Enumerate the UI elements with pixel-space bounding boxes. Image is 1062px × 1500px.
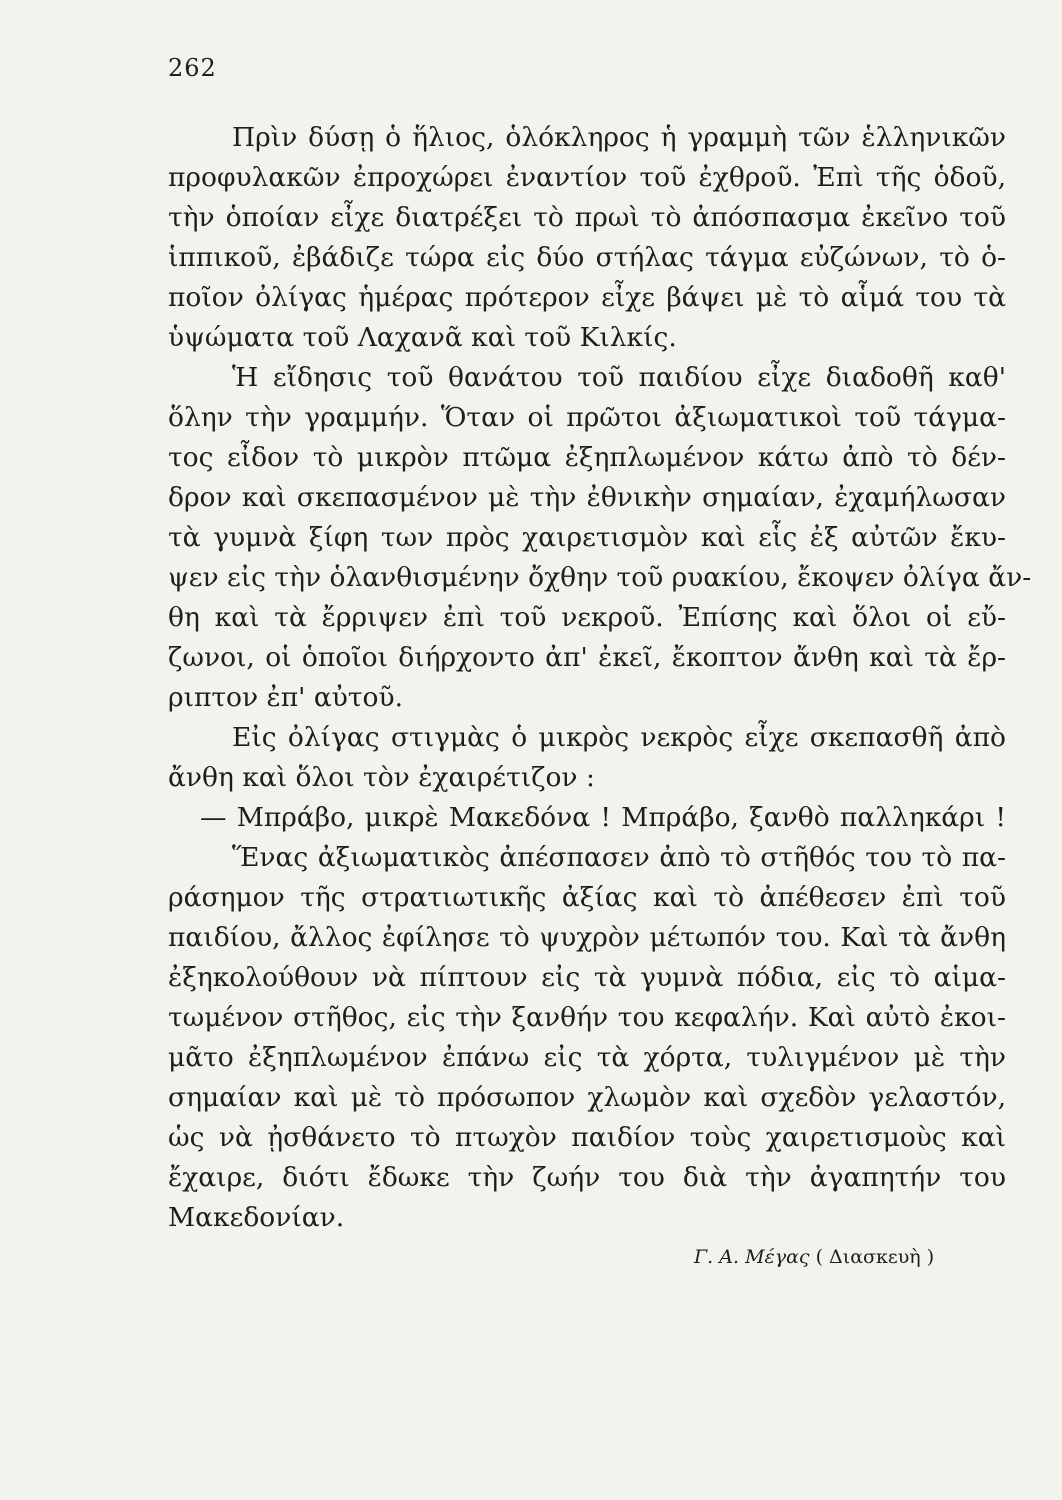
text-line: σημαίαν καὶ μὲ τὸ πρόσωπον χλωμὸν καὶ σχεδὸν γελαστόν, (168, 1082, 1006, 1113)
text-line: μᾶτο ἐξηπλωμένον ἐπάνω εἰς τὰ χόρτα, τυλιγμένον μὲ τὴν (168, 1042, 1006, 1073)
text-line: ὅλην τὴν γραμμήν. Ὅταν οἱ πρῶτοι ἀξιωματικοὶ τοῦ τάγμα- (168, 402, 1006, 433)
author-name: Γ. Α. Μέγας (694, 1246, 810, 1268)
text-line: παιδίου, ἄλλος ἐφίλησε τὸ ψυχρὸν μέτωπόν του. Καὶ τὰ ἄνθη (168, 922, 1006, 953)
text-line: θη καὶ τὰ ἔρριψεν ἐπὶ τοῦ νεκροῦ. Ἐπίσης καὶ ὅλοι οἱ εὔ- (168, 602, 1006, 633)
text-line: Μακεδονίαν. (168, 1202, 345, 1233)
text-line: ράσημον τῆς στρατιωτικῆς ἀξίας καὶ τὸ ἀπέθεσεν ἐπὶ τοῦ (168, 882, 1006, 913)
text-line: ψεν εἰς τὴν ὁλανθισμένην ὄχθην τοῦ ρυακίου, ἔκοψεν ὀλίγα ἄν- (168, 562, 1032, 593)
text-line: ριπτον ἐπ' αὐτοῦ. (168, 682, 404, 713)
text-line: τος εἶδον τὸ μικρὸν πτῶμα ἐξηπλωμένον κάτω ἀπὸ τὸ δέν- (168, 442, 1006, 473)
text-line: τὴν ὁποίαν εἶχε διατρέξει τὸ πρωὶ τὸ ἀπόσπασμα ἐκεῖνο τοῦ (168, 202, 1006, 233)
text-line: τὰ γυμνὰ ξίφη των πρὸς χαιρετισμὸν καὶ εἷς ἐξ αὐτῶν ἔκυ- (168, 522, 1006, 553)
text-line: ζωνοι, οἱ ὁποῖοι διήρχοντο ἀπ' ἐκεῖ, ἔκοπτον ἄνθη καὶ τὰ ἔρ- (168, 642, 1006, 673)
text-line: ὑψώματα τοῦ Λαχανᾶ καὶ τοῦ Κιλκίς. (168, 322, 677, 353)
text-line: Εἰς ὀλίγας στιγμὰς ὁ μικρὸς νεκρὸς εἶχε σκεπασθῆ ἀπὸ (232, 722, 1006, 753)
text-line: ἄνθη καὶ ὅλοι τὸν ἐχαιρέτιζον : (168, 762, 595, 793)
text-line: ἔχαιρε, διότι ἔδωκε τὴν ζωήν του διὰ τὴν ἀγαπητήν του (168, 1162, 1006, 1193)
text-line: Πρὶν δύσῃ ὁ ἥλιος, ὁλόκληρος ἡ γραμμὴ τῶν ἑλληνικῶν (232, 122, 1006, 153)
text-line: ἐξηκολούθουν νὰ πίπτουν εἰς τὰ γυμνὰ πόδια, εἰς τὸ αἱμα- (168, 962, 1006, 993)
text-line: ποῖον ὀλίγας ἡμέρας πρότερον εἶχε βάψει μὲ τὸ αἷμά του τὰ (168, 282, 1006, 313)
story-text (168, 118, 1032, 1238)
text-line: προφυλακῶν ἐπροχώρει ἐναντίον τοῦ ἐχθροῦ. Ἐπὶ τῆς ὁδοῦ, (168, 162, 1006, 193)
text-line: ὡς νὰ ᾐσθάνετο τὸ πτωχὸν παιδίον τοὺς χαιρετισμοὺς καὶ (168, 1122, 1006, 1153)
text-line: Ἡ εἴδησις τοῦ θανάτου τοῦ παιδίου εἶχε διαδοθῆ καθ' (232, 362, 1006, 393)
text-line: — Μπράβο, μικρὲ Μακεδόνα ! Μπράβο, ξανθὸ παλληκάρι ! (200, 802, 1006, 833)
text-line: τωμένον στῆθος, εἰς τὴν ξανθήν του κεφαλήν. Καὶ αὐτὸ ἐκοι- (168, 1002, 1006, 1033)
text-line: ἱππικοῦ, ἐβάδιζε τώρα εἰς δύο στήλας τάγμα εὐζώνων, τὸ ὁ- (168, 242, 1006, 273)
text-line: δρον καὶ σκεπασμένον μὲ τὴν ἐθνικὴν σημαίαν, ἐχαμήλωσαν (168, 482, 1006, 513)
page-number: 262 (168, 54, 217, 82)
author-signature (694, 1246, 934, 1268)
adaptation-note: ( Διασκευὴ ) (815, 1246, 935, 1268)
text-line: Ἕνας ἀξιωματικὸς ἀπέσπασεν ἀπὸ τὸ στῆθός του τὸ πα- (232, 842, 1006, 873)
